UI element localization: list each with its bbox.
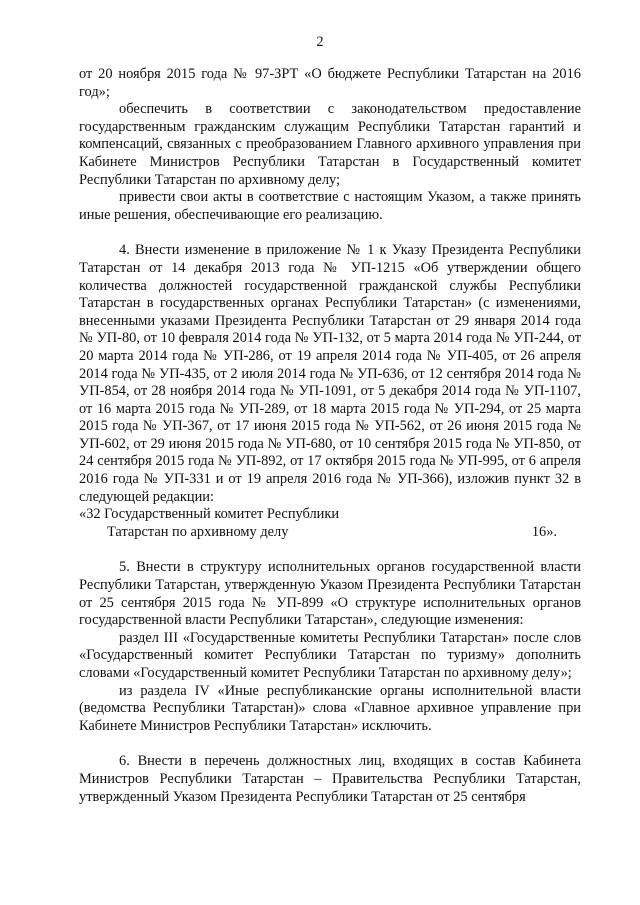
document-body <box>79 66 581 806</box>
spacer <box>79 541 581 559</box>
item-5-sub-1: раздел III «Государственные комитеты Республики Татарстан» после слов «Государственный комитет Республики Татарстан по туризму» дополнить словами «Государственный комитет Республики Татарстан по архивному делу»; <box>79 629 581 681</box>
item-4-entry-head: «32 Государственный комитет Республики <box>79 506 340 523</box>
intro-paragraph-1: от 20 ноября 2015 года № 97-ЗРТ «О бюджете Республики Татарстан на 2016 год»; <box>79 66 581 100</box>
page-number: 2 <box>316 34 324 50</box>
spacer <box>79 224 581 242</box>
spacer <box>79 735 581 753</box>
intro-paragraph-2: обеспечить в соответствии с законодательством предоставление государственным гражданским служащим Республики Татарстан гарантий и компенсаций, связанных с преобразованием Главного архивного управления при Кабинете Министров Республики Татарстан в Государственный комитет Республики Татарстан по архивному делу; <box>79 101 581 188</box>
item-4-text: 4. Внести изменение в приложение № 1 к Указу Президента Республики Татарстан от 14 декабря 2013 года № УП-1215 «Об утверждении общего количества должностей государственной гражданской службы Республики Татарстан в государственных органах Республики Татарстан» (с изменениями, внесенными указами Президента Республики Татарстан от 29 января 2014 года № УП-80, от 10 февраля 2014 года № УП-132, от 5 марта 2014 года № УП-244, от 20 марта 2014 года № УП-286, от 19 апреля 2014 года № УП-405, от 26 апреля 2014 года № УП-435, от 2 июля 2014 года № УП-636, от 12 сентября 2014 года № УП-854, от 28 ноября 2014 года № УП-1091, от 5 декабря 2014 года № УП-1107, от 16 марта 2015 года № УП-289, от 18 марта 2015 года № УП-294, от 25 марта 2015 года № УП-367, от 17 июня 2015 года № УП-562, от 26 июня 2015 года № УП-602, от 29 июня 2015 года № УП-680, от 10 сентября 2015 года № УП-850, от 24 сентября 2015 года № УП-892, от 17 октября 2015 года № УП-995, от 6 апреля 2016 года № УП-331 и от 19 апреля 2016 года № УП-366), изложив пункт 32 в следующей редакции: <box>79 242 581 505</box>
item-6-text: 6. Внести в перечень должностных лиц, входящих в состав Кабинета Министров Республики Татарстан – Правительства Республики Татарстан, утвержденный Указом Президента Республики Татарстан от 25 сентября <box>79 753 581 805</box>
item-4-entry-line <box>79 524 557 542</box>
item-4-entry-name: Татарстан по архивному делу <box>107 523 289 540</box>
item-5-text: 5. Внести в структуру исполнительных органов государственной власти Республики Татарстан, утвержденную Указом Президента Республики Татарстан от 25 сентября 2015 года № УП-899 «О структуре исполнительных органов государственной власти Республики Татарстан», следующие изменения: <box>79 559 581 629</box>
item-5-sub-2: из раздела IV «Иные республиканские органы исполнительной власти (ведомства Республики Татарстан)» слова «Главное архивное управление при Кабинете Министров Республики Татарстан» исключить. <box>79 682 581 734</box>
item-4-entry-count: 16». <box>531 523 557 540</box>
intro-paragraph-3: привести свои акты в соответствие с настоящим Указом, а также принять иные решения, обеспечивающие его реализацию. <box>79 189 581 223</box>
